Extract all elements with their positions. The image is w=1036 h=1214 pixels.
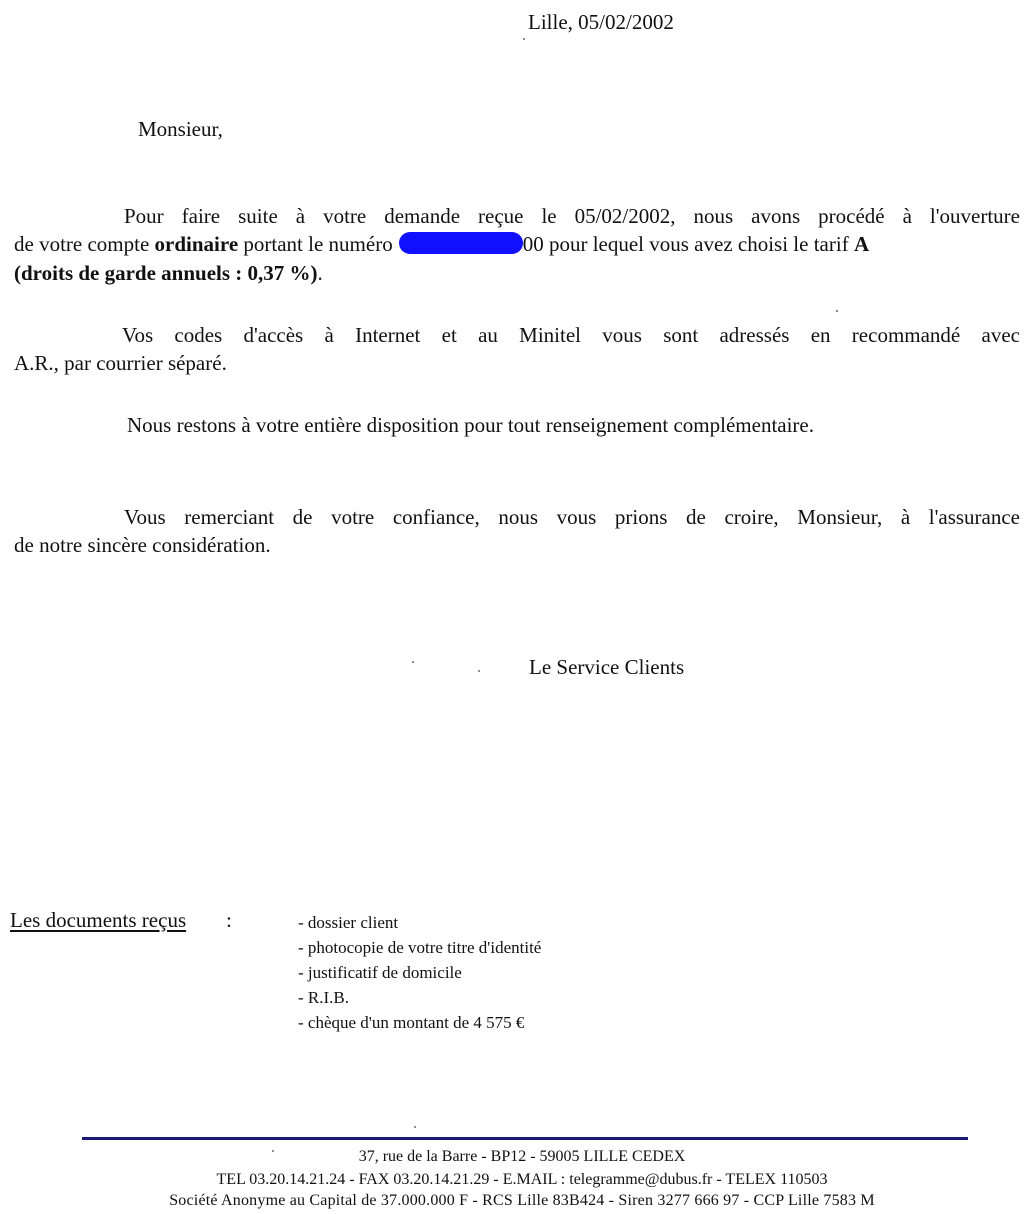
footer-rule <box>82 1137 968 1140</box>
account-type: ordinaire <box>154 232 239 256</box>
documents-colon: : <box>226 908 232 932</box>
p2-line1: Vos codes d'accès à Internet et au Minitel vous sont adressés en recommandé avec <box>122 323 1020 347</box>
p1-line3 <box>14 259 1020 287</box>
paragraph-disposition: Nous restons à votre entière disposition pour tout renseignement complémentaire. <box>127 413 814 437</box>
salutation: Monsieur, <box>138 117 223 141</box>
p1-text-b: portant le numéro <box>238 232 393 256</box>
account-number-suffix: 00 <box>522 232 544 256</box>
footer-address: 37, rue de la Barre - BP12 - 59005 LILLE CEDEX <box>358 1148 686 1165</box>
redacted-account-number <box>399 232 523 254</box>
footer-contact: TEL 03.20.14.21.24 - FAX 03.20.14.21.29 - E.MAIL : telegramme@dubus.fr - TELEX 110503 <box>216 1171 828 1188</box>
scan-speck <box>478 670 480 672</box>
scan-speck <box>272 1150 274 1152</box>
p1-line2 <box>14 230 1020 258</box>
document-item: - chèque d'un montant de 4 575 € <box>298 1013 525 1032</box>
scan-speck <box>523 38 525 40</box>
documents-list <box>298 910 541 1035</box>
document-item: - photocopie de votre titre d'identité <box>298 938 542 957</box>
p4-line2: de notre sincère considération. <box>14 533 271 557</box>
scan-speck <box>836 310 838 312</box>
scan-speck <box>412 661 414 663</box>
p1-text-a: de votre compte <box>14 232 155 256</box>
custody-fees: (droits de garde annuels : 0,37 %) <box>14 261 318 285</box>
scan-speck <box>414 1126 416 1128</box>
footer-legal: Société Anonyme au Capital de 37.000.000 F - RCS Lille 83B424 - Siren 3277 666 97 - CCP Lille 7583 M <box>169 1192 875 1209</box>
p4-line1: Vous remerciant de votre confiance, nous vous prions de croire, Monsieur, à l'assurance <box>124 505 1020 529</box>
document-item: - R.I.B. <box>298 988 349 1007</box>
p2-line2: A.R., par courrier séparé. <box>14 351 227 375</box>
document-item: - justificatif de domicile <box>298 963 462 982</box>
place-date: Lille, 05/02/2002 <box>528 10 674 34</box>
p1-text-c: pour lequel vous avez choisi le tarif <box>543 232 854 256</box>
tariff-letter: A <box>853 232 870 256</box>
signature: Le Service Clients <box>529 655 685 679</box>
p1-line1: Pour faire suite à votre demande reçue le 05/02/2002, nous avons procédé à l'ouverture <box>124 204 1020 228</box>
document-item: - dossier client <box>298 913 399 932</box>
p1-line3-end: . <box>317 261 323 285</box>
documents-label: Les documents reçus <box>10 908 187 932</box>
